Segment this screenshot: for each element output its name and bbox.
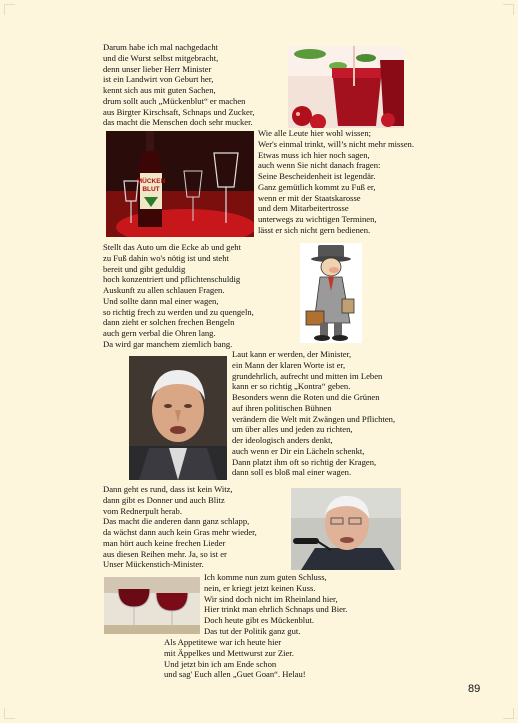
poem-stanza-4 [232,349,395,478]
poem-line: Laut kann er werden, der Minister, [232,349,352,359]
poem-line: aus Birgter Kirschsaft, Schnaps und Zucker, [103,106,255,117]
mueckenblut-bottle-photo [106,131,254,237]
poem-line: Etwas muss ich hier noch sagen, [258,149,370,160]
poem-line: Da wird gar manchem ziemlich bang. [103,338,233,349]
poem-line: Und jetzt bin ich am Ende schon [164,658,277,669]
poem-line: Hier trinkt man ehrlich Schnaps und Bier. [204,604,348,615]
cartoon-man-suitcase-drawing [300,243,362,343]
poem-line: verändern die Welt mit Zwängen und Pflichten, [232,413,396,424]
poem-line: da wächst dann auch kein Gras mehr wieder, [103,527,257,537]
page-number: 89 [468,683,481,695]
minister-speaking-photo [291,488,401,570]
poem-line: drum sollt auch „Mückenblut“ er machen [103,95,246,106]
poem-stanza-7 [164,637,306,680]
poem-line: so richtig frech zu werden und zu quengeln, [103,306,254,317]
poem-line: Seine Bescheidenheit ist legendär. [258,171,376,181]
poem-line: Wie alle Leute hier wohl wissen; [258,128,372,138]
poem-line: ist ein Landwirt von Geburt her, [103,74,214,85]
corner-mark [503,4,514,15]
poem-line: denn unser lieber Herr Minister [103,63,212,74]
poem-line: auch gern verbal die Ohren lang. [103,328,216,338]
poem-line: auf ihren politischen Bühnen [232,402,332,413]
cherry-drinks-photo [288,46,404,128]
poem-line: Auskunft zu allen schlauen Fragen. [103,285,225,295]
poem-line: der ideologisch anders denkt, [232,435,333,445]
wine-glasses-photo [104,577,200,634]
poem-line: auch wenn er Dir ein Lächeln schenkt, [232,445,365,456]
poem-line: Doch heute gibt es Mückenblut. [204,615,315,625]
poem-line: hoch konzentriert und pflichtenschuldig [103,274,241,285]
poem-line: dann zieht er solchen frechen Bengeln [103,317,235,328]
poem-line: und dem Mitarbeitertrosse [258,203,349,214]
poem-line: kennt sich aus mit guten Sachen, [103,85,216,95]
corner-mark [4,4,15,15]
poem-line: und die Wurst selbst mitgebracht, [103,52,219,63]
bottle-label-line2: BLUT [142,186,160,193]
poem-line: Ich komme nun zum guten Schluss, [204,572,327,582]
poem-line: Darum habe ich mal nachgedacht [103,42,219,52]
poem-line: nein, er kriegt jetzt keinen Kuss. [204,582,316,593]
poem-stanza-6 [204,572,347,637]
poem-line: lässt er sich nicht gern bedienen. [258,224,371,235]
minister-portrait-photo [129,356,227,480]
poem-line: das macht die Menschen doch sehr mucker. [103,117,253,128]
poem-line: Dann geht es rund, dass ist kein Witz, [103,484,233,494]
poem-stanza-2 [258,128,414,236]
poem-line: und sag' Euch allen „Guet Goan“. Helau! [164,669,306,680]
poem-line: auch wenn Sie nicht danach fragen: [258,160,381,171]
poem-line: dann gibt es Donner und auch Blitz [103,494,225,505]
bottle-label-line1: MÜCKEN [136,178,166,185]
poem-line: man hört auch keine frechen Lieder [103,537,226,548]
poem-line: vom Rednerpult herab. [103,505,182,516]
poem-line: kann er so richtig „Kontra“ geben. [232,381,351,392]
poem-line: Ganz gemütlich kommt zu Fuß er, [258,181,376,192]
poem-line: unterwegs zu wichtigen Terminen, [258,214,377,224]
poem-line: zu Fuß dahin wo's nötig ist und steht [103,252,229,263]
poem-line: Als Appetitewe war ich heute hier [164,637,282,647]
poem-line: Wir sind doch nicht im Rheinland hier, [204,593,338,604]
poem-line: Besonders wenn die Roten und die Grünen [232,392,380,402]
poem-line: Das macht die anderen dann ganz schlapp, [103,516,250,527]
poem-line: ein Mann der klaren Worte ist er, [232,359,346,370]
poem-line: Das tut der Politik ganz gut. [204,625,301,636]
poem-line: wenn er mit der Staatskarosse [258,192,361,203]
corner-mark [503,708,514,719]
poem-stanza-3 [103,242,254,350]
poem-line: grundehrlich, aufrecht und mitten im Leben [232,370,383,381]
poem-line: Wer's einmal trinkt, will’s nicht mehr missen. [258,138,414,149]
poem-line: Stellt das Auto um die Ecke ab und geht [103,242,241,252]
poem-line: Dann platzt ihm oft so richtig der Kragen, [232,456,377,467]
poem-line: Und sollte dann mal einer wagen, [103,295,219,306]
poem-line: bereit und gibt geduldig [103,263,186,274]
poem-line: um über alles und jeden zu richten, [232,424,353,435]
corner-mark [4,708,15,719]
poem-stanza-5 [103,484,257,570]
poem-line: dann soll es bloß mal einer wagen. [232,467,352,478]
poem-stanza-1 [103,42,255,128]
poem-line: mit Äppelkes und Mettwurst zur Zier. [164,647,294,658]
poem-line: aus diesen Reihen mehr. Ja, so ist er [103,548,227,559]
poem-line: Unser Mückenstich-Minister. [103,559,204,570]
